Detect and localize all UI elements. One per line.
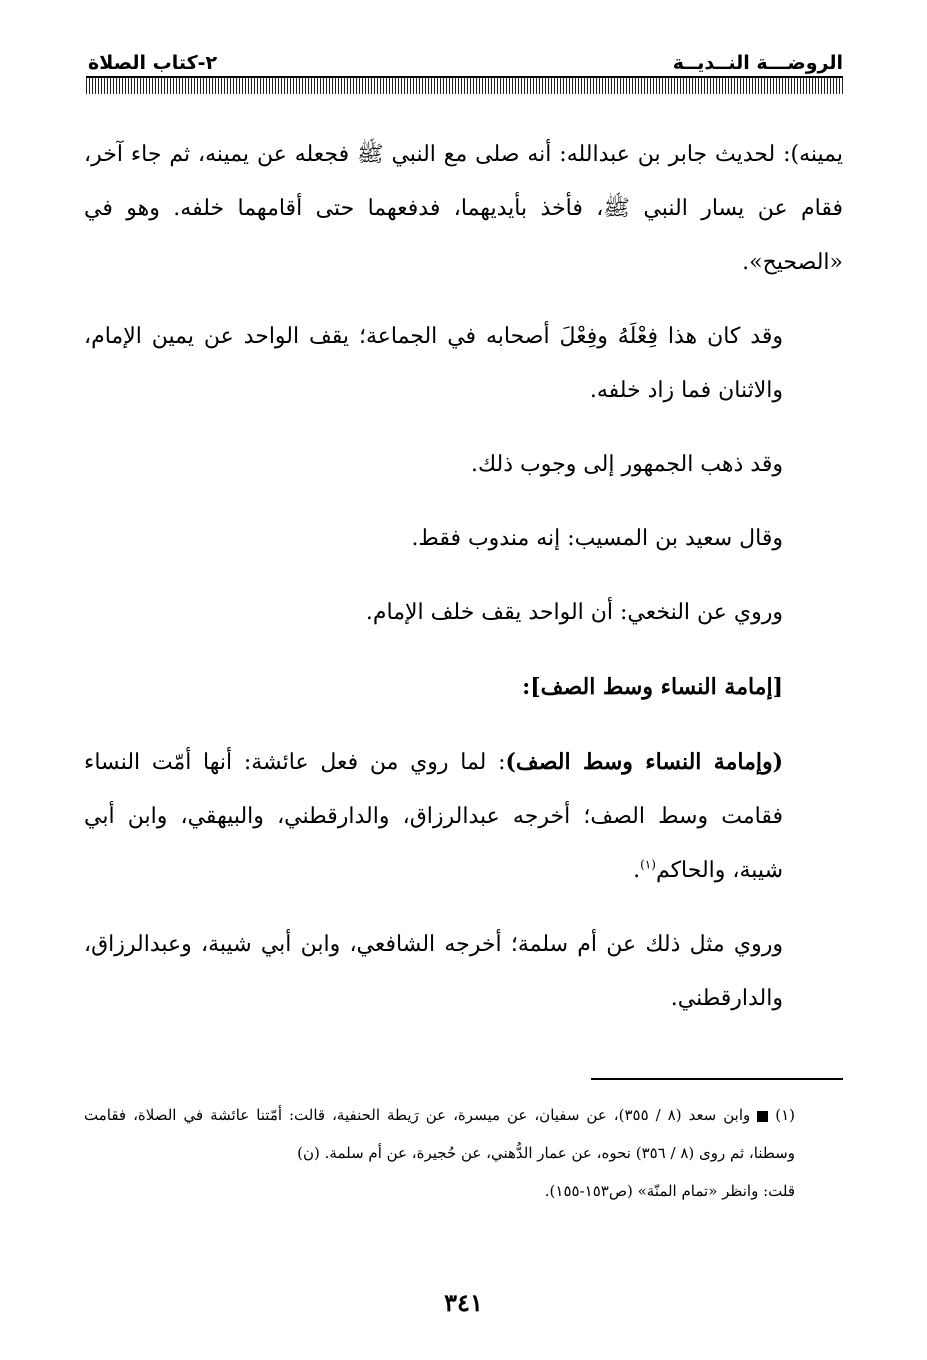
footnote-text: وابن سعد (٨ / ٣٥٥)، عن سفيان، عن ميسرة، عن رَيطة الحنفية، قالت: أمّتنا عائشة في الصلاة، فقامت وسطنا، ثم روى (٨ / ٣٥٦) نحوه، عن عمار الدُّهني، عن حُجيرة، عن أم سلمة. (ن): [84, 1106, 795, 1162]
footnote-rule: [591, 1078, 843, 1080]
footnotes: [84, 1096, 843, 1210]
footnote-ref: (١): [640, 857, 656, 872]
main-text: [84, 128, 843, 1046]
paragraph: [84, 735, 843, 898]
paragraph: يمينه): لحديث جابر بن عبدالله: أنه صلى مع النبي ﷺ فجعله عن يمينه، ثم جاء آخر، فقام عن يسار النبي ﷺ، فأخذ بأيديهما، فدفعهما حتى أقامهما خلفه. وهو في «الصحيح».: [84, 142, 843, 275]
section-heading: [84, 660, 843, 715]
footnote-note: قلت: وانظر «تمام المنّة» (ص١٥٣-١٥٥).: [544, 1182, 795, 1200]
book-title: الروضـــة النــديــة: [672, 52, 843, 74]
paragraph: وقد كان هذا فِعْلَهُ وفِعْلَ أصحابه في الجماعة؛ يقف الواحد عن يمين الإمام، والاثنان فما زاد خلفه.: [84, 324, 783, 403]
paragraph-end: .: [633, 858, 641, 883]
square-mark-icon: [757, 1111, 768, 1122]
footnote: [84, 1096, 843, 1172]
paragraph: وروي مثل ذلك عن أم سلمة؛ أخرجه الشافعي، وابن أبي شيبة، وعبدالرزاق، والدارقطني.: [84, 932, 783, 1011]
running-header: [88, 44, 843, 74]
page-number: ٣٤١: [444, 1288, 483, 1317]
header-rule: [86, 76, 843, 94]
paragraph: وقال سعيد بن المسيب: إنه مندوب فقط.: [411, 526, 783, 551]
paragraph: وروي عن النخعي: أن الواحد يقف خلف الإمام.: [365, 600, 783, 625]
paragraph-text: : لما روي من فعل عائشة: أنها أمّت النساء فقامت وسط الصف؛ أخرجه عبدالرزاق، والدارقطني، والبيهقي، وابن أبي شيبة، والحاكم: [84, 750, 783, 883]
chapter-title: ٢-كتاب الصلاة: [88, 52, 218, 74]
paragraph-lead: (وإمامة النساء وسط الصف): [505, 749, 784, 775]
section-heading-text: [إمامة النساء وسط الصف]:: [522, 674, 783, 700]
paragraph: وقد ذهب الجمهور إلى وجوب ذلك.: [470, 452, 783, 477]
footnote-number: (١): [775, 1106, 795, 1124]
